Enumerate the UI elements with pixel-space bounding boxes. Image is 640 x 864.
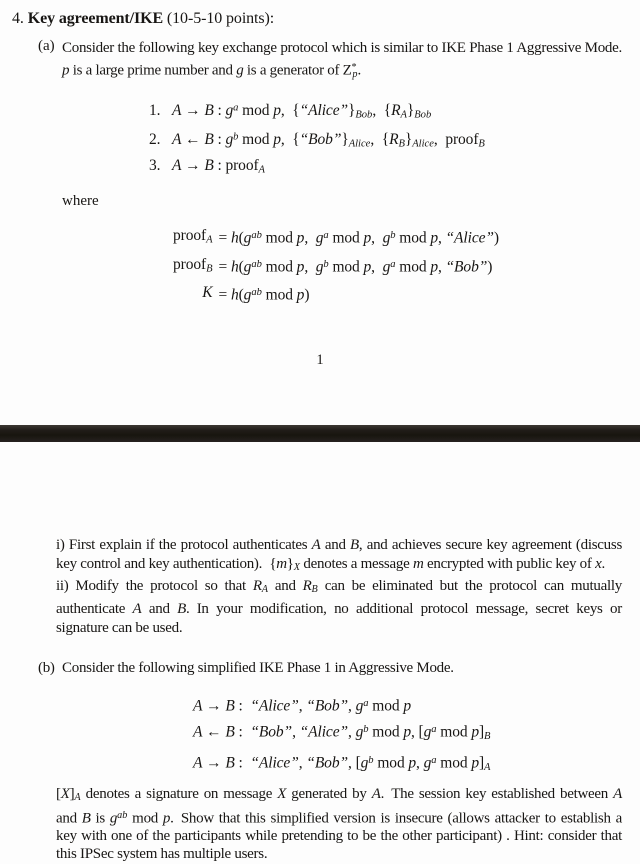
page-separator-bar [0, 425, 640, 442]
where-label: where [62, 193, 99, 210]
paragraph-i: i) First explain if the protocol authenticates A and B, and achieves secure key agreement (discuss key control and key authentication). {m}X denotes a message m encrypted with public key of x. [56, 536, 622, 574]
b-protocol-line-3: A → B : “Alice”, “Bob”, [$g^b$ mod p, $g^a$ mod p]A [193, 754, 491, 773]
equation-proofB-rhs: = $h(g^{ab}$ mod p, $g^b$ mod p, $g^a$ mod p, “Bob”) [218, 258, 493, 276]
equations-block [173, 224, 499, 307]
equation-proofB-lhs: proofB [173, 255, 213, 274]
problem-number: 4. [12, 10, 24, 27]
protocol-step-2 [149, 126, 640, 155]
item-b-label: (b) [38, 660, 55, 677]
item-a [38, 38, 622, 85]
problem-title-bold: Key agreement/IKE [27, 10, 164, 27]
b-protocol-line-2: A ← B : “Bob”, “Alice”, $g^b$ mod p, [$g^a$ mod p]B [193, 724, 491, 743]
protocol-list-b [193, 692, 640, 779]
equation-K-lhs: K [202, 283, 213, 301]
problem-points: (10-5-10 points): [163, 10, 275, 27]
step-2-math: A ← B : $g^b$ mod p, {“Bob”}Alice, {RB}Alice, proofB [172, 130, 485, 150]
step-3-math: A → B : proofA [172, 156, 265, 175]
step-1-math: A → B : $g^a$ mod p, {“Alice”}Bob, {RA}Bob [172, 102, 432, 121]
document-page-2 [0, 442, 640, 864]
item-b [38, 658, 622, 678]
protocol-list-a [149, 97, 640, 180]
step-1-number: 1. [149, 102, 161, 120]
item-b-text: Consider the following simplified IKE Phase 1 in Aggressive Mode. [62, 660, 454, 677]
b-protocol-line-1: A → B : “Alice”, “Bob”, $g^a$ mod p [193, 697, 411, 715]
document-page [0, 9, 640, 862]
closing-paragraph: [X]A denotes a signature on message X generated by A. The session key established between A and B is $g^{ab}$ mod p. Show that this simplified version is insecure (allows attacker to establish a key with one of the participants while pretending to be the other participant) . Hint: consider that this IPSec system has multiple users. [56, 785, 622, 862]
equation-K-rhs: = $h(g^{ab}$ mod p) [218, 286, 310, 304]
paragraph-ii: ii) Modify the protocol so that RA and RB can be eliminated but the protocol can mutually authenticate A and B. In your modification, no additional protocol message, secret keys or signature can be used. [56, 578, 622, 636]
step-2-number: 2. [149, 130, 161, 148]
protocol-step-3 [149, 155, 640, 181]
page-number: 1 [316, 351, 324, 368]
equation-proofA-lhs: proofA [173, 227, 213, 246]
item-a-text: Consider the following key exchange protocol which is similar to IKE Phase 1 Aggressive Mode. p is a large prime number and g is a generator of Z*p. [62, 40, 622, 81]
protocol-step-1 [149, 97, 640, 126]
equation-proofA-rhs: = $h(g^{ab}$ mod p, $g^a$ mod p, $g^b$ mod p, “Alice”) [218, 230, 499, 248]
problem-title [12, 9, 640, 28]
item-a-label: (a) [38, 38, 55, 54]
step-3-number: 3. [149, 156, 161, 174]
